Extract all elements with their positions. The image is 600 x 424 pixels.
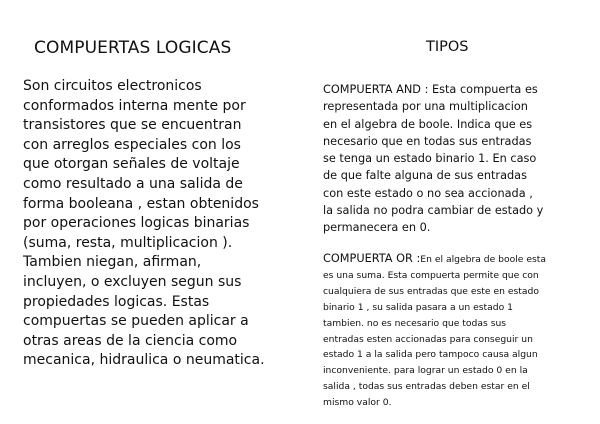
- body-line: Tambien niegan, afirman,: [23, 254, 202, 271]
- and-line: en el algebra de boole. Indica que es: [323, 117, 533, 131]
- body-line: por operaciones logicas binarias: [23, 215, 250, 232]
- and-line: representada por una multiplicacion: [323, 100, 528, 114]
- body-line: conformados interna mente por: [23, 97, 246, 114]
- body-line: como resultado a una salida de: [23, 175, 243, 192]
- or-line: cualquiera de sus entradas que este en estado: [323, 285, 539, 297]
- or-heading: COMPUERTA OR :: [323, 252, 421, 265]
- or-line: es una suma. Esta compuerta permite que con: [323, 269, 539, 281]
- body-line: transistores que se encuentran: [23, 117, 242, 134]
- or-line: inconveniente. para lograr un estado 0 en la: [323, 365, 528, 377]
- body-line: mecanica, hidraulica o neumatica.: [23, 352, 265, 369]
- or-line: binario 1 , su salida pasara a un estado 1: [323, 301, 513, 313]
- left-title: COMPUERTAS LOGICAS: [34, 38, 232, 58]
- body-line: Son circuitos electronicos: [23, 78, 202, 94]
- right-title: TIPOS: [426, 39, 469, 55]
- or-line: salida , todas sus entradas deben estar en el: [323, 381, 530, 393]
- or-line: tambien. no es necesario que todas sus: [323, 317, 507, 329]
- and-line: de que falte alguna de sus entradas: [323, 169, 527, 183]
- body-line: incluyen, o excluyen segun sus: [23, 273, 242, 290]
- or-line: estado 1 a la salida pero tampoco causa algun: [323, 349, 538, 361]
- body-line: propiedades logicas. Estas: [23, 293, 210, 310]
- or-first-line: [323, 251, 585, 268]
- body-line: otras areas de la ciencia como: [23, 332, 238, 349]
- body-line: (suma, resta, multiplicacion ).: [23, 234, 233, 251]
- or-gate-description: [323, 251, 585, 411]
- body-line: que otorgan señales de voltaje: [23, 156, 240, 173]
- and-line: la salida no podra cambiar de estado y: [323, 204, 544, 218]
- body-line: compuertas se pueden aplicar a: [23, 313, 249, 330]
- and-line: se tenga un estado binario 1. En caso: [323, 152, 537, 166]
- or-line: mismo valor 0.: [323, 397, 392, 409]
- and-gate-description: [323, 81, 585, 237]
- and-line: con este estado o no sea accionada ,: [323, 186, 533, 200]
- and-line: necesario que en todas sus entradas: [323, 134, 532, 148]
- and-line: COMPUERTA AND : Esta compuerta es: [323, 83, 538, 96]
- or-first-line-rest: En el algebra de boole esta: [420, 254, 547, 265]
- body-line: con arreglos especiales con los: [23, 136, 241, 153]
- body-line: forma booleana , estan obtenidos: [23, 195, 259, 212]
- or-line: entradas esten accionadas para conseguir un: [323, 333, 533, 345]
- left-body-text: [23, 77, 285, 371]
- and-line: permanecera en 0.: [323, 221, 431, 235]
